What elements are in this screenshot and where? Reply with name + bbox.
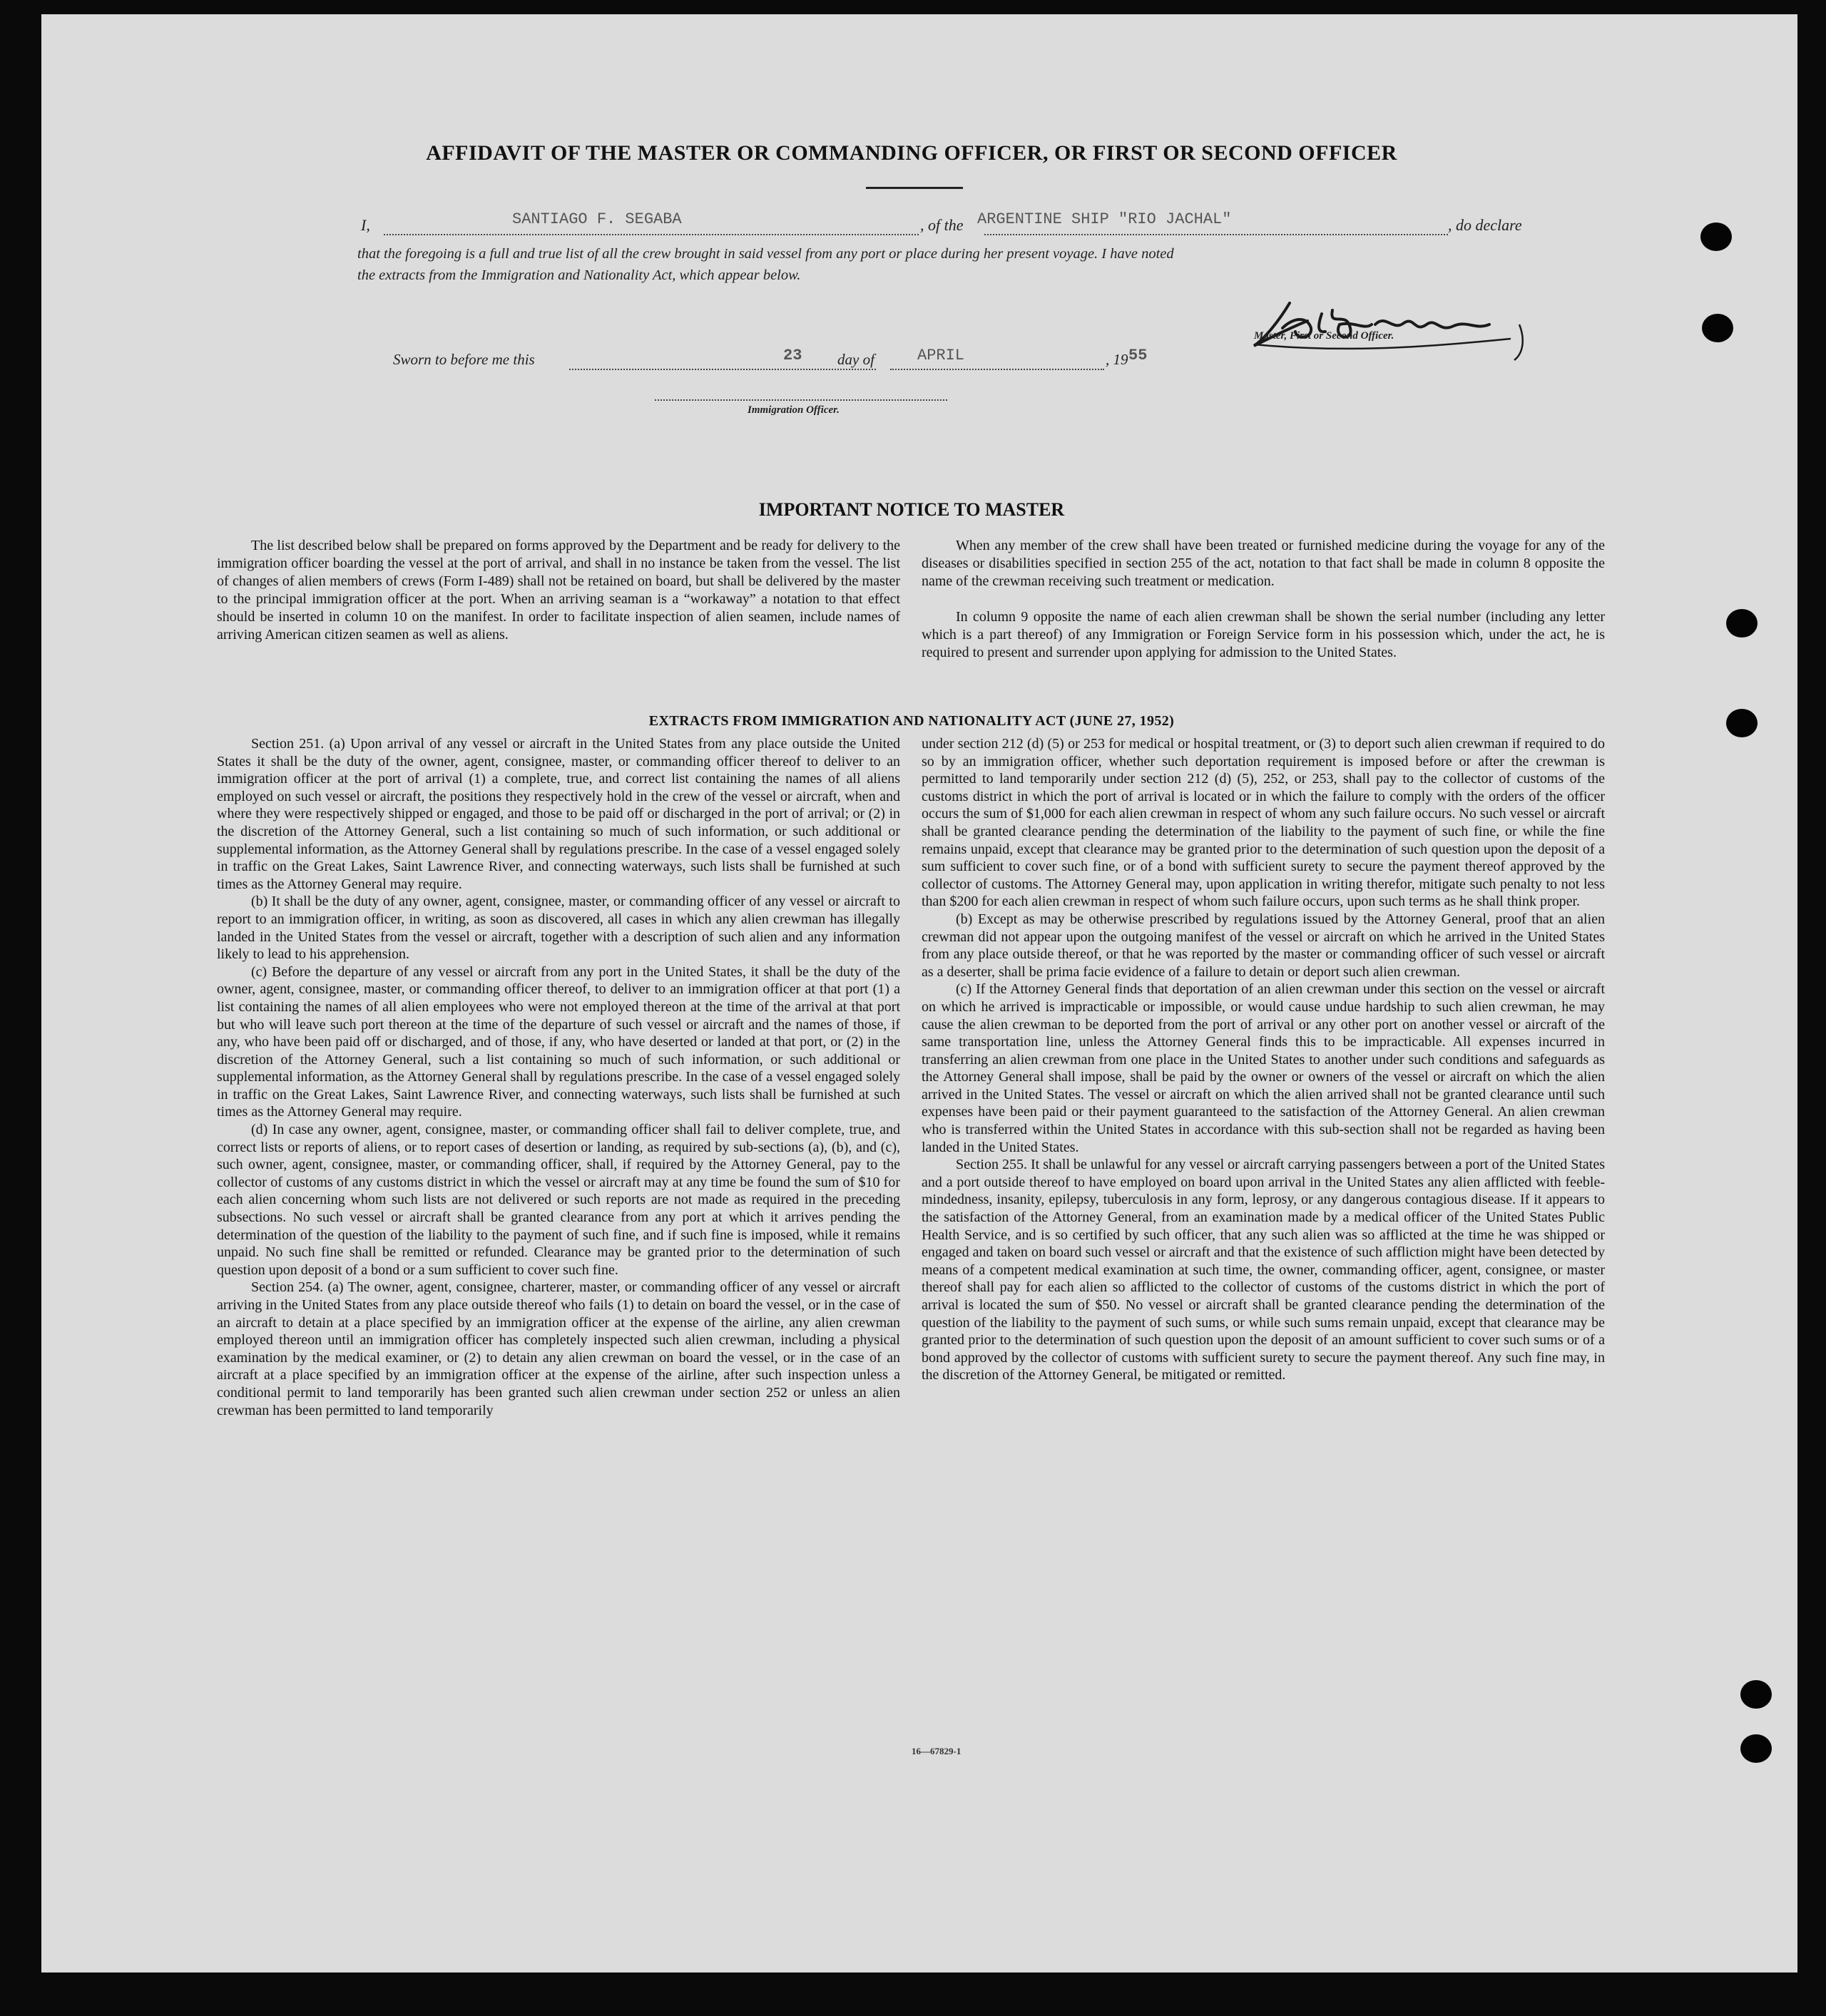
affidavit-title: AFFIDAVIT OF THE MASTER OR COMMANDING OFFICER, OR FIRST OR SECOND OFFICER bbox=[426, 141, 1397, 165]
extracts-right-column bbox=[922, 735, 1605, 1384]
vessel-name-underline bbox=[984, 234, 1448, 235]
punch-hole bbox=[1700, 222, 1732, 251]
declaration-text-line2: the extracts from the Immigration and Nationality Act, which appear below. bbox=[357, 267, 801, 283]
affidavit-page bbox=[41, 14, 1797, 1972]
vessel-name-value: ARGENTINE SHIP "RIO JACHAL" bbox=[977, 210, 1232, 228]
notice-left-paragraph: The list described below shall be prepared on forms approved by the Department and be ready for delivery to the immigration officer boarding the vessel at the port of arrival, and shall in no instance be taken from the vessel. The list of changes of alien members of crews (Form I-489) shall not be retained on board, but shall be delivered by the master to the principal immigration officer at the port. When an arriving seaman is a “workaway” a notation to that effect should be inserted in column 10 on the manifest. In order to facilitate inspection of alien seamen, include names of arriving American citizen seamen as well as aliens. bbox=[217, 538, 900, 643]
section-254-c: (c) If the Attorney General finds that deportation of an alien crewman under this section on the vessel or aircraft on which he arrived is impracticable or impossible, or would cause undue hardship to such alien crewman, he may cause the alien crewman to be deported from the port of arrival or any other port on another vessel or aircraft of the same transportation line, unless the Attorney General finds this to be impracticable. All expenses incurred in transferring an alien crewman from one place in the United States to another under such conditions and safeguards as the Attorney General shall impose, shall be paid by the owner or owners of the vessel or aircraft on which the alien arrived in the United States. The vessel or aircraft on which the alien arrived shall not be granted clearance until such expenses have been paid or their payment guaranteed to the satisfaction of the Attorney General. An alien crewman who is transferred within the United States in accordance with this sub-section shall not be regarded as having been landed in the United States. bbox=[922, 981, 1605, 1155]
form-code: 16—67829-1 bbox=[912, 1746, 962, 1756]
extracts-title: EXTRACTS FROM IMMIGRATION AND NATIONALITY ACT (JUNE 27, 1952) bbox=[648, 713, 1175, 729]
do-declare-label: , do declare bbox=[1448, 216, 1522, 234]
punch-hole bbox=[1726, 609, 1758, 638]
notice-right-paragraph-1: When any member of the crew shall have been treated or furnished medicine during the voyage for any of the diseases or disabilities specified in section 255 of the act, notation to that fact shall be made in column 8 opposite the name of the crewman receiving such treatment or medication. bbox=[922, 538, 1605, 589]
title-divider bbox=[866, 187, 963, 189]
punch-hole bbox=[1702, 314, 1733, 342]
sworn-month-underline bbox=[890, 369, 1104, 370]
i-label: I, bbox=[361, 216, 370, 234]
sworn-label: Sworn to before me this bbox=[393, 351, 535, 368]
year-prefix: , 19 bbox=[1106, 351, 1128, 368]
signature-caption: Master, First or Second Officer. bbox=[1254, 330, 1394, 342]
day-of-label: day of bbox=[837, 351, 874, 368]
master-name-underline bbox=[384, 234, 919, 235]
punch-hole bbox=[1726, 709, 1758, 737]
section-251-d: (d) In case any owner, agent, consignee, master, or commanding officer shall fail to deliver complete, true, and correct lists or reports of aliens, or to report cases of desertion or landing, as required by sub-sections (a), (b), and (c), such owner, agent, consignee, master, or commanding officer, shall, if required by the Attorney General, pay to the collector of customs of any customs district in which the vessel or aircraft may at any time be found the sum of $10 for each alien concerning whom such lists are not delivered or such reports are not made as required in the preceding subsections. No such vessel or aircraft shall be granted clearance from any port at which it arrives pending the determination of the question of the liability to the payment of such fine, and if such fine is imposed, while it remains unpaid. No such fine shall be remitted or refunded. Clearance may be granted prior to the determination of such question upon deposit of a bond or a sum sufficient to cover such fine. bbox=[217, 1122, 900, 1278]
section-251-a: Section 251. (a) Upon arrival of any vessel or aircraft in the United States from any place outside the United States it shall be the duty of the owner, agent, consignee, master, or commanding officer thereof to deliver to an immigration officer at the port of arrival (1) a complete, true, and correct list containing the names of all aliens employed on such vessel or aircraft, the positions they respectively hold in the crew of the vessel or aircraft, when and where they were respectively shipped or engaged, and those to be paid off or discharged in the port of arrival; or (2) in the discretion of the Attorney General, such a list containing so much of such information, or such additional or supplemental information, as the Attorney General shall by regulations prescribe. In the case of a vessel engaged solely in traffic on the Great Lakes, Saint Lawrence River, and connecting waterways, such lists shall be furnished at such times as the Attorney General may require. bbox=[217, 736, 900, 892]
sworn-day-value: 23 bbox=[783, 347, 802, 364]
punch-hole bbox=[1740, 1734, 1772, 1763]
punch-hole bbox=[1740, 1680, 1772, 1709]
master-signature bbox=[1240, 289, 1539, 367]
of-the-label: , of the bbox=[920, 216, 964, 234]
year-suffix: 55 bbox=[1128, 347, 1148, 364]
section-251-c: (c) Before the departure of any vessel or aircraft from any port in the United States, it shall be the duty of the owner, agent, consignee, master, or commanding officer thereof, to deliver to an immigration officer at that port (1) a list containing the names of all alien employees who were not employed thereon at the time of the arrival at that port but who will leave such port thereon at the time of the departure of such vessel or aircraft and the names of those, if any, who have been paid off or discharged, and of those, if any, who have deserted or landed at that port, or (2) in the discretion of the Attorney General, such a list containing so much of such information, or such additional or supplemental information, as the Attorney General shall by regulations prescribe. In the case of a vessel engaged solely in traffic on the Great Lakes, Saint Lawrence River, and connecting waterways, such lists shall be furnished at such times as the Attorney General may require. bbox=[217, 963, 900, 1120]
section-255: Section 255. It shall be unlawful for any vessel or aircraft carrying passengers between a port of the United States and a port outside thereof to have employed on board upon arrival in the United States any alien afflicted with feeble-mindedness, insanity, epilepsy, tuberculosis in any form, leprosy, or any dangerous contagious disease. If it appears to the satisfaction of the Attorney General, from an examination made by a medical officer of the United States Public Health Service, and is so certified by such officer, that any such alien was so afflicted at the time he was shipped or engaged and taken on board such vessel or aircraft and that the existence of such affliction might have been detected by means of a competent medical examination at such time, the owner, commanding officer, agent, consignee, or master thereof shall pay for each alien so afflicted to the collector of customs of the customs district in which the port of arrival is located the sum of $50. No vessel or aircraft shall be granted clearance pending the determination of the question of the liability to the payment of such sums, or while such sums remain unpaid, except that clearance may be granted prior to the determination of such question upon the deposit of an amount sufficient to cover such sums or of a bond approved by the collector of customs with sufficient surety to secure the payment thereof. Any such fine may, in the discretion of the Attorney General, be mitigated or remitted. bbox=[922, 1157, 1605, 1383]
sworn-day-underline bbox=[569, 369, 876, 370]
immigration-officer-signature-line bbox=[655, 399, 947, 401]
sworn-month-value: APRIL bbox=[917, 347, 965, 364]
section-254-a: Section 254. (a) The owner, agent, consignee, charterer, master, or commanding officer of any vessel or aircraft arriving in the United States from any place outside thereof who fails (1) to detain on board the vessel, or in the case of an aircraft to detain at a place specified by an immigration officer at the expense of the airline, any alien crewman employed thereon until an immigration officer has completely inspected such alien crewman, including a physical examination by the medical examiner, or (2) to detain any alien crewman on board the vessel, or in the case of an aircraft at a place specified by an immigration officer at the expense of the airline, after such inspection unless a conditional permit to land temporarily has been granted such alien crewman under section 252 or unless an alien crewman has been permitted to land temporarily bbox=[217, 1279, 900, 1418]
section-251-b: (b) It shall be the duty of any owner, agent, consignee, master, or commanding officer of any vessel or aircraft to report to an immigration officer, in writing, as soon as discovered, all cases in which any alien crewman has illegally landed in the United States from the vessel or aircraft, together with a description of such alien and any information likely to lead to his apprehension. bbox=[217, 894, 900, 963]
extracts-left-column bbox=[217, 735, 900, 1419]
section-254-b: (b) Except as may be otherwise prescribed by regulations issued by the Attorney General, proof that an alien crewman did not appear upon the outgoing manifest of the vessel or aircraft on which he arrived in the United States from any place outside thereof, or that he was reported by the master or commanding officer of such vessel or aircraft as a deserter, shall be prima facie evidence of a failure to detain or deport such alien crewman. bbox=[922, 911, 1605, 980]
notice-title: IMPORTANT NOTICE TO MASTER bbox=[758, 499, 1065, 520]
master-name-value: SANTIAGO F. SEGABA bbox=[512, 210, 682, 228]
notice-right-paragraph-2: In column 9 opposite the name of each alien crewman shall be shown the serial number (including any letter which is a part thereof) of any Immigration or Foreign Service form in his possession which, under the act, he is required to present and surrender upon applying for admission to the United States. bbox=[922, 609, 1605, 660]
declaration-text-line1: that the foregoing is a full and true list of all the crew brought in said vessel from any port or place during her present voyage. I have noted bbox=[357, 246, 1174, 262]
section-254-a-continued: under section 212 (d) (5) or 253 for medical or hospital treatment, or (3) to deport such alien crewman if required to do so by an immigration officer, whether such deportation requirement is imposed before or after the crewman is permitted to land temporarily under section 212 (d) (5), 252, or 253, shall pay to the collector of customs of the customs district in which the port of arrival is located or in which the failure to comply with the orders of the officer occurs the sum of $1,000 for each alien crewman in respect of whom any such failure occurs. No such vessel or aircraft shall be granted clearance pending the determination of the liability to the payment of such fine, or while the fine remains unpaid, except that clearance may be granted prior to the determination of such question upon the deposit of a sum sufficient to cover such fine, or of a bond with sufficient surety to secure the payment thereof approved by the collector of customs. The Attorney General may, upon application in writing therefor, mitigate such penalty to not less than $200 for each alien crewman in respect of whom such failure occurs, upon such terms as he shall think proper. bbox=[922, 736, 1605, 910]
immigration-officer-caption: Immigration Officer. bbox=[748, 404, 840, 416]
